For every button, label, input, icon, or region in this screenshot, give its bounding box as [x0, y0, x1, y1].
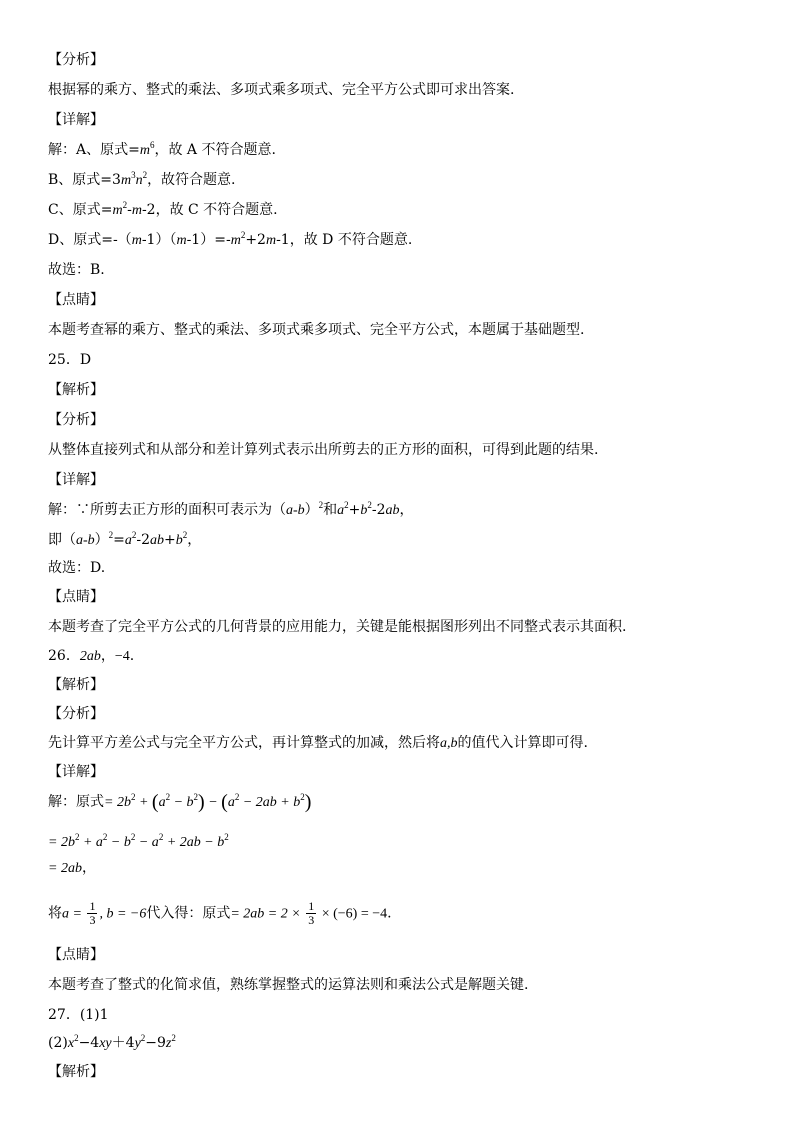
expr: × (−6) = −4: [318, 906, 388, 922]
heading-solution: 【详解】: [48, 764, 104, 780]
text: =: [113, 532, 125, 548]
text: ，: [81, 860, 96, 876]
exp: 2: [318, 500, 324, 510]
solution-line-d: [48, 230, 412, 251]
question-27-answer-2: [48, 1033, 176, 1054]
comment-text: 本题考查了整式的化简求值，熟练掌握整式的运算法则和乘法公式是解题关键.: [48, 977, 529, 993]
text: ，: [399, 502, 414, 518]
expr: + 2ab − b: [163, 835, 225, 850]
text: +2: [245, 232, 266, 248]
var: m: [131, 203, 142, 218]
text: -2: [371, 502, 386, 518]
value: −4: [114, 649, 130, 664]
paren: ): [198, 791, 205, 813]
solution-line-b: [48, 170, 236, 191]
text: -2，故 C 不符合题意.: [141, 202, 278, 218]
text: 26．: [48, 648, 80, 664]
text: B、原式=3: [48, 172, 121, 188]
exp: 2: [165, 792, 171, 802]
expr: = 2ab = 2 ×: [230, 906, 305, 922]
var: a: [124, 533, 132, 548]
heading-comment: 【点睛】: [48, 947, 104, 963]
exp: 2: [131, 530, 137, 540]
equation-step-3: [48, 858, 96, 879]
heading-analysis: 【分析】: [48, 52, 104, 68]
exp: 2: [122, 200, 128, 210]
exp: 2: [108, 530, 114, 540]
denominator: 3: [89, 913, 96, 927]
var: z: [165, 1036, 172, 1051]
text: ）: [94, 532, 109, 548]
var: a-b: [286, 503, 305, 518]
expr: , b = −6: [99, 906, 147, 922]
text: 和: [323, 502, 338, 518]
exp: 2: [142, 170, 148, 180]
text: 即（: [48, 532, 76, 548]
heading-solution: 【详解】: [48, 472, 104, 488]
answer-choice: 故选：D.: [48, 560, 106, 576]
paren: ): [304, 791, 312, 813]
text: 解：原式: [48, 794, 104, 810]
exp: 2: [193, 792, 199, 802]
var: b: [175, 533, 183, 548]
exp: 6: [149, 140, 155, 150]
var: a-b: [76, 533, 95, 548]
exp: 2: [300, 792, 305, 802]
var: a: [227, 795, 235, 810]
solution-line-a: [48, 140, 276, 161]
answer-choice: 故选：B.: [48, 262, 105, 278]
text: ，: [100, 648, 115, 664]
text: ）: [304, 502, 319, 518]
text: (2): [48, 1035, 68, 1051]
expr: = 2b: [48, 835, 75, 850]
text: 将: [48, 905, 62, 922]
text: +: [164, 532, 176, 548]
text: 先计算平方差公式与完全平方公式，再计算整式的加减，然后将: [48, 735, 440, 751]
heading-analysis: 【分析】: [48, 412, 104, 428]
text: -: [127, 202, 132, 218]
text: 代入得：原式: [146, 905, 231, 922]
exp: 2: [240, 230, 246, 240]
comment-text: 本题考查幂的乘方、整式的乘法、多项式乘多项式、完全平方公式，本题属于基础题型.: [48, 322, 585, 338]
text: 解：A、原式=: [48, 142, 140, 158]
text: −4: [78, 1035, 100, 1051]
text: 解：∵所剪去正方形的面积可表示为（: [48, 502, 286, 518]
expr: + a: [79, 835, 103, 850]
question-25-answer: 25．D: [48, 352, 92, 368]
exp: 2: [102, 832, 108, 842]
analysis-text: 从整体直接列式和从部分和差计算列式表示出所剪去的正方形的面积，可得到此题的结果.: [48, 442, 599, 458]
vars: a,b: [440, 736, 458, 751]
text: −9: [145, 1035, 166, 1051]
fraction: [306, 900, 316, 927]
equation-step-1: [48, 792, 311, 813]
expr: − b: [170, 795, 194, 810]
exp: 2: [74, 1033, 79, 1043]
analysis-text: 根据幂的乘方、整式的乘法、多项式乘多项式、完全平方公式即可求出答案.: [48, 82, 515, 98]
exp: 2: [171, 1033, 176, 1043]
question-27-answer-1: 27．(1)1: [48, 1007, 109, 1023]
var: ab: [385, 503, 400, 518]
heading-explanation: 【解析】: [48, 382, 104, 398]
text: C、原式=: [48, 202, 113, 218]
text: -2: [136, 532, 151, 548]
exp: 2: [234, 792, 240, 802]
text: ，: [187, 532, 202, 548]
text: D、原式=-（: [48, 232, 132, 248]
expr: = 2ab: [48, 861, 82, 876]
expr: = 2b: [104, 795, 131, 810]
var: m: [120, 173, 132, 188]
paren: (: [151, 791, 159, 813]
text: -1）=-: [186, 232, 231, 248]
substitution-line: [48, 900, 392, 927]
solution-line-c: [48, 200, 278, 221]
heading-explanation: 【解析】: [48, 677, 104, 693]
heading-comment: 【点睛】: [48, 292, 104, 308]
var: b: [360, 503, 368, 518]
exp: 2: [74, 832, 80, 842]
var: m: [139, 143, 150, 158]
expr: a =: [62, 906, 86, 922]
exp: 2: [182, 530, 188, 540]
exp: 2: [158, 832, 164, 842]
text: +: [348, 502, 361, 518]
question-26-answer: [48, 646, 134, 667]
text: ＋4: [111, 1035, 135, 1051]
heading-analysis: 【分析】: [48, 706, 104, 722]
heading-solution: 【详解】: [48, 112, 104, 128]
text: -1）（: [141, 232, 177, 248]
solution-line-1: [48, 500, 414, 521]
heading-explanation: 【解析】: [48, 1064, 104, 1080]
var: xy: [99, 1036, 112, 1051]
var: m: [112, 203, 123, 218]
exp: 3: [131, 170, 136, 180]
var: x: [67, 1036, 75, 1051]
text: -1，故 D 不符合题意.: [276, 232, 413, 248]
comment-text: 本题考查了完全平方公式的几何背景的应用能力，关键是能根据图形列出不同整式表示其面积.: [48, 619, 627, 635]
equation-step-2: [48, 832, 229, 853]
exp: 2: [130, 792, 136, 802]
var: a: [337, 503, 345, 518]
numerator: 1: [308, 899, 315, 913]
heading-comment: 【点睛】: [48, 589, 104, 605]
expr: − a: [135, 835, 159, 850]
expr: − 2ab + b: [239, 795, 301, 810]
expr: +: [135, 795, 152, 810]
expr: −: [204, 795, 222, 810]
text: 的值代入计算即可得.: [457, 735, 588, 751]
paren: (: [221, 791, 228, 813]
var: m: [131, 233, 142, 248]
text: .: [387, 905, 392, 922]
var: m: [230, 233, 241, 248]
exp: 2: [130, 832, 136, 842]
var: ab: [150, 533, 165, 548]
solution-line-2: [48, 530, 201, 551]
exp: 2: [224, 832, 229, 842]
numerator: 1: [89, 899, 96, 913]
var: y: [134, 1036, 141, 1051]
exp: 2: [344, 500, 349, 510]
var: n: [135, 173, 143, 188]
var: m: [265, 233, 277, 248]
text: .: [129, 648, 135, 664]
text: ，故 A 不符合题意.: [154, 142, 276, 158]
expr: − b: [107, 835, 131, 850]
var: a: [158, 795, 166, 810]
exp: 2: [140, 1033, 146, 1043]
expr: 2ab: [79, 649, 101, 664]
text: ，故符合题意.: [147, 172, 236, 188]
denominator: 3: [308, 913, 315, 927]
exp: 2: [367, 500, 372, 510]
var: m: [176, 233, 187, 248]
fraction: [87, 900, 97, 927]
analysis-text: [48, 733, 588, 754]
